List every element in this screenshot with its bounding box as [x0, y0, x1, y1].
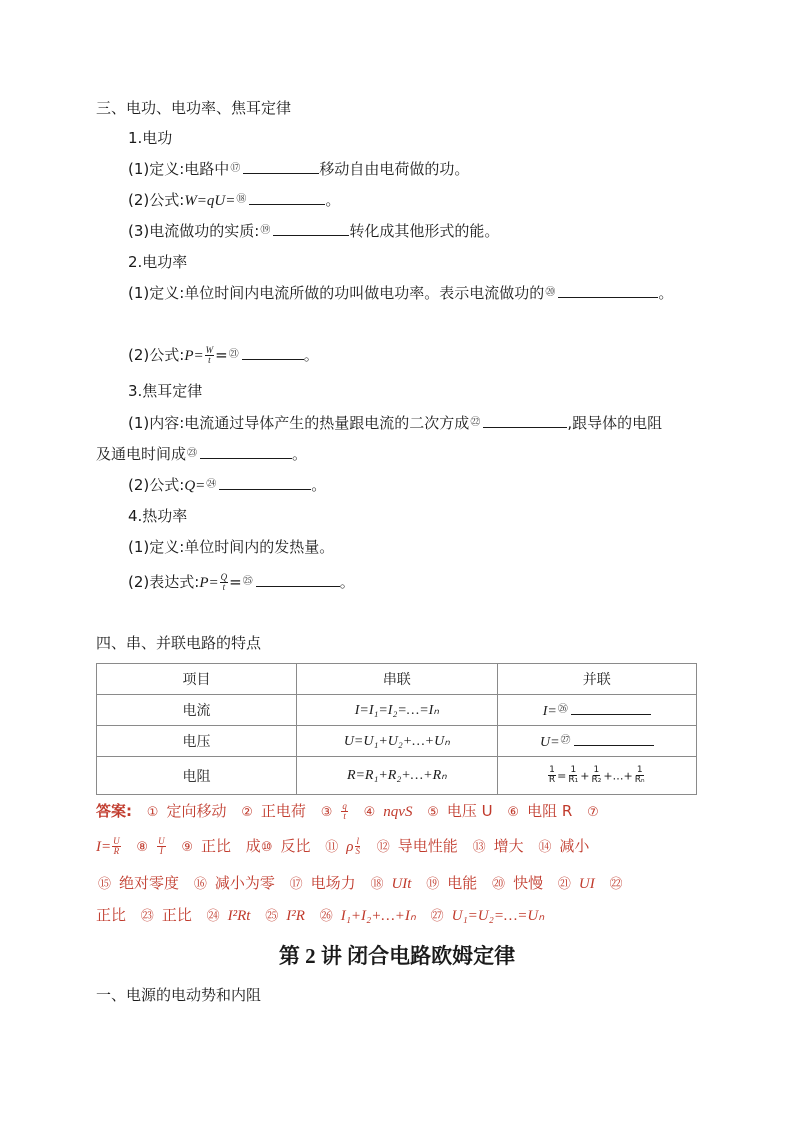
heat-formula: (2)表达式:P= $\frac{Q}{t}$ =$^㉕$ 。 [128, 572, 355, 592]
answer-fraction [341, 802, 348, 821]
cell-math: I= [542, 704, 557, 719]
period: 。 [303, 346, 319, 364]
answer-fraction [157, 837, 166, 856]
period: 。 [339, 573, 355, 591]
table-row [97, 757, 697, 795]
answer-text: I²Rt [227, 908, 251, 924]
fraction [590, 766, 602, 785]
fraction [220, 573, 229, 592]
frac-den: t [343, 811, 346, 821]
work-formula [128, 190, 340, 211]
blank-marker: ⑲ [260, 225, 271, 236]
formula-label: (2)公式: [128, 191, 185, 209]
formula-math: P= [199, 575, 219, 591]
work-definition [128, 159, 469, 179]
blank-marker: ㉓ [187, 448, 198, 459]
answer-number: ⑱ [370, 877, 384, 892]
essence-tail: 转化成其他形式的能。 [349, 222, 500, 240]
fraction [634, 766, 646, 785]
formula-math: P= [184, 348, 204, 364]
answer-text: 成 [245, 837, 261, 855]
subsection-1-title: 1.电功 [128, 129, 173, 147]
frac-den: Rₙ [634, 775, 645, 785]
frac-den: S [355, 846, 360, 856]
answer-text: 反比 [280, 837, 311, 855]
answer-number: ⑮ [98, 877, 112, 892]
answer-number: ㉑ [557, 877, 571, 892]
lecture-title: 第 2 讲 闭合电路欧姆定律 [278, 944, 516, 968]
heat-definition: (1)定义:单位时间内的发热量。 [128, 538, 335, 556]
table-cell: I=I₁=I₂=…=Iₙ [297, 695, 497, 726]
answer-number: ⑦ [587, 805, 599, 820]
answer-fraction [112, 837, 121, 856]
answer-number: ⑥ [507, 805, 520, 820]
fill-blank[interactable] [273, 221, 349, 236]
answers-label: 答案: [96, 802, 132, 820]
fraction [205, 346, 215, 365]
answer-text: 电压 U [446, 802, 493, 820]
formula-label: (2)公式: [128, 346, 185, 364]
blank-marker: ㉒ [470, 417, 481, 428]
fill-blank[interactable] [219, 475, 311, 490]
blank-marker: ⑱ [236, 194, 247, 205]
table-cell [497, 757, 696, 795]
fill-blank[interactable] [249, 190, 325, 205]
answer-text: UI [578, 876, 595, 892]
formula-math: W=qU= [184, 193, 236, 209]
lecture2-section1-title: 一、电源的电动势和内阻 [96, 986, 262, 1004]
period: 。 [325, 191, 341, 209]
answer-text: I₁+I₂+…+Iₙ [340, 908, 416, 924]
power-formula: (2)公式:P= $\frac{W}{t}$ =$^㉑$ 。 [128, 345, 319, 365]
blank-marker: ⑰ [230, 163, 241, 174]
fill-blank[interactable] [571, 700, 651, 715]
answers-line-3 [96, 873, 706, 895]
work-def-text: (1)定义:电路中 [128, 160, 230, 178]
blank-marker: ㉔ [206, 479, 217, 490]
essence-text: (3)电流做功的实质: [128, 222, 260, 240]
frac-num: W [205, 345, 214, 355]
subsection-2-title: 2.电功率 [128, 253, 188, 271]
answer-text: 绝对零度 [119, 874, 180, 892]
answer-number: ⑭ [538, 840, 552, 855]
answer-number: ⑧ [136, 840, 149, 855]
answer-number: ⑤ [427, 805, 439, 820]
joule-text-2: 及通电时间成 [96, 445, 187, 463]
answer-number: ㉕ [265, 909, 279, 924]
blank-marker: ㉕ [242, 576, 253, 587]
answer-text: UIt [391, 876, 412, 892]
frac-num: 1 [593, 765, 600, 775]
answer-number: ⑩ [260, 840, 273, 855]
frac-num: 1 [570, 765, 577, 775]
answer-text: 导电性能 [397, 837, 458, 855]
answer-number: ㉔ [206, 909, 220, 924]
table-cell [497, 695, 696, 726]
table-cell [497, 726, 696, 757]
answer-number: ⑳ [492, 877, 506, 892]
fill-blank[interactable] [242, 345, 304, 360]
blank-marker: ㉗ [560, 735, 571, 746]
answer-number: ㉖ [319, 909, 333, 924]
frac-den: I [159, 846, 163, 856]
frac-num: 1 [636, 765, 643, 775]
frac-num: U [158, 836, 165, 846]
table-cell: 电压 [97, 726, 297, 757]
joule-content-cont [96, 444, 307, 464]
frac-num: l [356, 836, 359, 846]
fill-blank[interactable] [200, 444, 292, 459]
frac-num: 1 [549, 765, 555, 775]
answer-text: U₁=U₂=…=Uₙ [451, 908, 545, 924]
blank-marker: ㉑ [228, 349, 239, 360]
frac-num: U [113, 836, 120, 846]
answer-number: ⑲ [426, 877, 440, 892]
table-header: 并联 [497, 664, 696, 695]
answers-line-2 [96, 836, 706, 858]
operator: + [580, 769, 590, 783]
answer-math: I= [96, 839, 112, 855]
answers-line-4 [96, 905, 706, 927]
table-row [97, 695, 697, 726]
period: 。 [292, 445, 308, 463]
fraction [567, 766, 579, 785]
answer-number: ③ [320, 805, 333, 820]
answer-number: ⑯ [193, 877, 207, 892]
subsection-4-title: 4.热功率 [128, 507, 188, 525]
answer-math: ρ [346, 839, 354, 855]
answer-number: ② [241, 805, 253, 820]
answers-line-1 [96, 801, 706, 823]
fill-blank[interactable] [483, 413, 567, 428]
answer-number: ⑰ [289, 877, 303, 892]
period: 。 [658, 284, 674, 302]
fill-blank[interactable] [574, 731, 654, 746]
table-header-row [97, 664, 697, 695]
answer-number: ㉒ [609, 877, 623, 892]
formula-label: (2)公式: [128, 476, 185, 494]
answer-text: 正比 [161, 906, 192, 924]
answer-text: 电能 [447, 874, 478, 892]
answer-fraction [354, 837, 361, 856]
joule-content [128, 413, 662, 433]
answer-number: ⑨ [181, 840, 193, 855]
table-row [97, 726, 697, 757]
subsection-3-title: 3.焦耳定律 [128, 382, 203, 400]
answer-text: I²R [286, 908, 305, 924]
answer-text: 正电荷 [260, 802, 306, 820]
section3-title: 三、电功、电功率、焦耳定律 [96, 99, 292, 117]
table-header: 项目 [97, 664, 297, 695]
formula-label: (2)表达式: [128, 573, 200, 591]
answer-number: ⑪ [325, 840, 339, 855]
cell-math: U= [539, 735, 560, 750]
operator: +…+ [603, 769, 633, 783]
blank-marker: ㉖ [557, 704, 568, 715]
answer-number: ⑬ [472, 840, 486, 855]
section4-title: 四、串、并联电路的特点 [96, 634, 262, 652]
blank-marker: ⑳ [545, 287, 556, 298]
answer-text: 电阻 R [527, 802, 573, 820]
frac-den: R [113, 846, 120, 856]
work-def-tail: 移动自由电荷做的功。 [319, 160, 470, 178]
frac-den: t [222, 582, 226, 592]
joule-text: (1)内容:电流通过导体产生的热量跟电流的二次方成 [128, 414, 470, 432]
answer-number: ⑫ [376, 840, 390, 855]
table-cell: 电流 [97, 695, 297, 726]
answer-number: ㉗ [430, 909, 444, 924]
frac-num: q [342, 801, 347, 811]
fill-blank[interactable] [256, 572, 340, 587]
fill-blank[interactable] [243, 159, 319, 174]
frac-den: R₂ [591, 775, 602, 785]
frac-den: t [208, 355, 211, 365]
joule-tail: ,跟导体的电阻 [567, 414, 663, 432]
work-essence [128, 221, 499, 241]
answer-number: ④ [363, 805, 376, 820]
answer-text: 电场力 [310, 874, 356, 892]
joule-formula [128, 475, 326, 496]
power-def-text: (1)定义:单位时间内电流所做的功叫做电功率。表示电流做功的 [128, 284, 545, 302]
table-header: 串联 [297, 664, 497, 695]
answer-text: 快慢 [513, 874, 544, 892]
frac-den: R₁ [568, 775, 579, 785]
answer-number: ① [146, 805, 159, 820]
table-cell: 电阻 [97, 757, 297, 795]
power-definition [128, 283, 673, 303]
answer-number: ㉓ [140, 909, 154, 924]
answer-text: 增大 [493, 837, 524, 855]
answer-text: 正比 [201, 837, 232, 855]
answer-text: 减小 [559, 837, 590, 855]
frac-den: R [548, 775, 556, 785]
answer-text: 正比 [96, 906, 127, 924]
period: 。 [311, 476, 327, 494]
answer-text: 减小为零 [214, 874, 275, 892]
answer-text: 定向移动 [166, 802, 227, 820]
table-cell: R=R₁+R₂+…+Rₙ [297, 757, 497, 795]
circuit-table [96, 663, 697, 795]
table-cell: U=U₁+U₂+…+Uₙ [297, 726, 497, 757]
formula-math: Q= [184, 478, 206, 494]
answer-text: nqvS [383, 804, 413, 820]
fraction [548, 766, 556, 785]
operator: = [557, 769, 567, 783]
fill-blank[interactable] [558, 283, 658, 298]
frac-num: Q [220, 572, 228, 582]
